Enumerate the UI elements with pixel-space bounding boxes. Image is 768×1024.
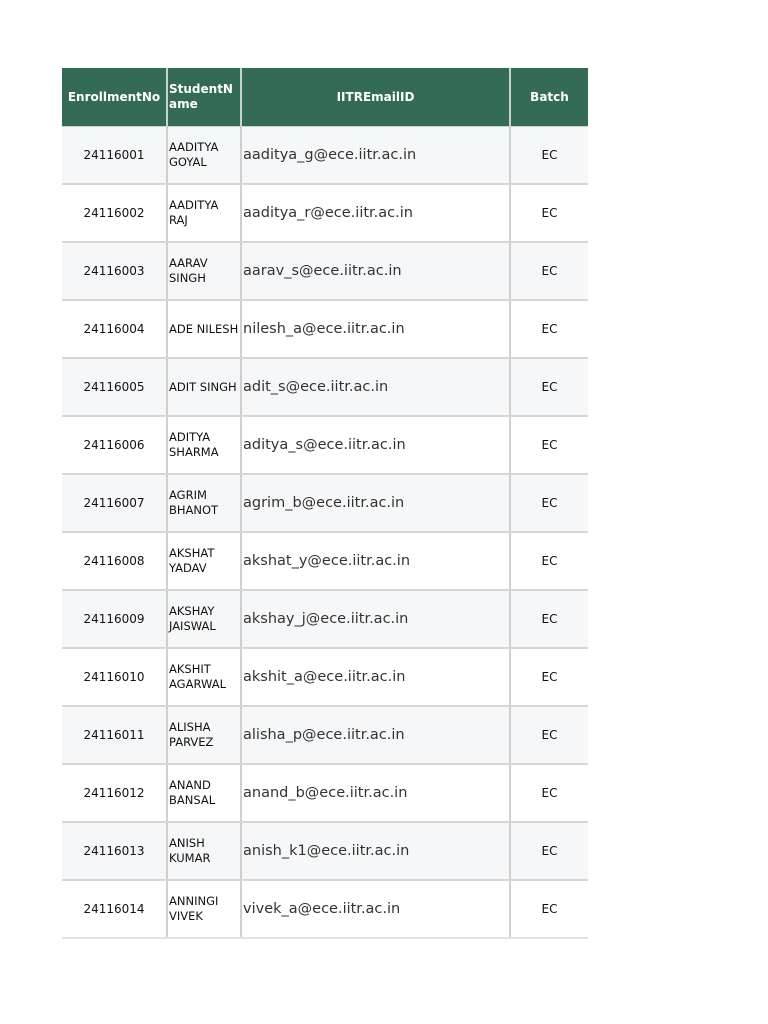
email-cell[interactable]: akshit_a@ece.iitr.ac.in: [241, 648, 510, 706]
student-name-cell[interactable]: AKSHAT YADAV: [167, 532, 241, 590]
batch-cell[interactable]: EC: [510, 416, 588, 474]
enrollment-cell[interactable]: 24116010: [62, 648, 167, 706]
student-name-cell[interactable]: AADITYA GOYAL: [167, 127, 241, 185]
enrollment-cell[interactable]: 24116008: [62, 532, 167, 590]
batch-cell[interactable]: EC: [510, 532, 588, 590]
student-name-cell[interactable]: ANISH KUMAR: [167, 822, 241, 880]
batch-cell[interactable]: EC: [510, 764, 588, 822]
table-row[interactable]: [62, 706, 588, 764]
table-row[interactable]: [62, 822, 588, 880]
student-name-cell[interactable]: AARAV SINGH: [167, 242, 241, 300]
email-cell[interactable]: nilesh_a@ece.iitr.ac.in: [241, 300, 510, 358]
table-body: [62, 127, 588, 939]
enrollment-cell[interactable]: 24116013: [62, 822, 167, 880]
header-enrollment[interactable]: EnrollmentNo: [62, 68, 167, 127]
enrollment-cell[interactable]: 24116012: [62, 764, 167, 822]
enrollment-cell[interactable]: 24116014: [62, 880, 167, 938]
student-name-cell[interactable]: ALISHA PARVEZ: [167, 706, 241, 764]
enrollment-cell[interactable]: 24116004: [62, 300, 167, 358]
email-cell[interactable]: agrim_b@ece.iitr.ac.in: [241, 474, 510, 532]
email-cell[interactable]: aditya_s@ece.iitr.ac.in: [241, 416, 510, 474]
enrollment-cell[interactable]: 24116006: [62, 416, 167, 474]
header-batch[interactable]: Batch: [510, 68, 588, 127]
student-name-cell[interactable]: ADIT SINGH: [167, 358, 241, 416]
email-cell[interactable]: anand_b@ece.iitr.ac.in: [241, 764, 510, 822]
student-table: [62, 68, 588, 939]
batch-cell[interactable]: EC: [510, 706, 588, 764]
student-name-cell[interactable]: ANAND BANSAL: [167, 764, 241, 822]
header-student-name[interactable]: StudentName: [167, 68, 241, 127]
email-cell[interactable]: anish_k1@ece.iitr.ac.in: [241, 822, 510, 880]
table-row[interactable]: [62, 590, 588, 648]
email-cell[interactable]: akshat_y@ece.iitr.ac.in: [241, 532, 510, 590]
table-header: [62, 68, 588, 127]
batch-cell[interactable]: EC: [510, 822, 588, 880]
table-row[interactable]: [62, 648, 588, 706]
enrollment-cell[interactable]: 24116002: [62, 184, 167, 242]
student-name-cell[interactable]: AGRIM BHANOT: [167, 474, 241, 532]
email-cell[interactable]: adit_s@ece.iitr.ac.in: [241, 358, 510, 416]
header-row: [62, 68, 588, 127]
table-row[interactable]: [62, 764, 588, 822]
batch-cell[interactable]: EC: [510, 648, 588, 706]
batch-cell[interactable]: EC: [510, 300, 588, 358]
student-name-cell[interactable]: ANNINGI VIVEK: [167, 880, 241, 938]
student-name-cell[interactable]: AADITYA RAJ: [167, 184, 241, 242]
table-row[interactable]: [62, 300, 588, 358]
enrollment-cell[interactable]: 24116009: [62, 590, 167, 648]
table-row[interactable]: [62, 474, 588, 532]
email-cell[interactable]: akshay_j@ece.iitr.ac.in: [241, 590, 510, 648]
batch-cell[interactable]: EC: [510, 127, 588, 185]
table-row[interactable]: [62, 532, 588, 590]
batch-cell[interactable]: EC: [510, 358, 588, 416]
student-name-cell[interactable]: AKSHAY JAISWAL: [167, 590, 241, 648]
table-row[interactable]: [62, 416, 588, 474]
student-name-cell[interactable]: AKSHIT AGARWAL: [167, 648, 241, 706]
enrollment-cell[interactable]: 24116011: [62, 706, 167, 764]
email-cell[interactable]: alisha_p@ece.iitr.ac.in: [241, 706, 510, 764]
enrollment-cell[interactable]: 24116007: [62, 474, 167, 532]
header-email[interactable]: IITREmailID: [241, 68, 510, 127]
batch-cell[interactable]: EC: [510, 242, 588, 300]
table-row[interactable]: [62, 880, 588, 938]
batch-cell[interactable]: EC: [510, 590, 588, 648]
table-row[interactable]: [62, 358, 588, 416]
email-cell[interactable]: vivek_a@ece.iitr.ac.in: [241, 880, 510, 938]
batch-cell[interactable]: EC: [510, 184, 588, 242]
enrollment-cell[interactable]: 24116001: [62, 127, 167, 185]
table-row[interactable]: [62, 127, 588, 185]
batch-cell[interactable]: EC: [510, 880, 588, 938]
table-row[interactable]: [62, 184, 588, 242]
enrollment-cell[interactable]: 24116003: [62, 242, 167, 300]
email-cell[interactable]: aarav_s@ece.iitr.ac.in: [241, 242, 510, 300]
student-name-cell[interactable]: ADE NILESH: [167, 300, 241, 358]
batch-cell[interactable]: EC: [510, 474, 588, 532]
student-name-cell[interactable]: ADITYA SHARMA: [167, 416, 241, 474]
student-table-sheet: [62, 68, 588, 939]
enrollment-cell[interactable]: 24116005: [62, 358, 167, 416]
email-cell[interactable]: aaditya_r@ece.iitr.ac.in: [241, 184, 510, 242]
email-cell[interactable]: aaditya_g@ece.iitr.ac.in: [241, 127, 510, 185]
table-row[interactable]: [62, 242, 588, 300]
